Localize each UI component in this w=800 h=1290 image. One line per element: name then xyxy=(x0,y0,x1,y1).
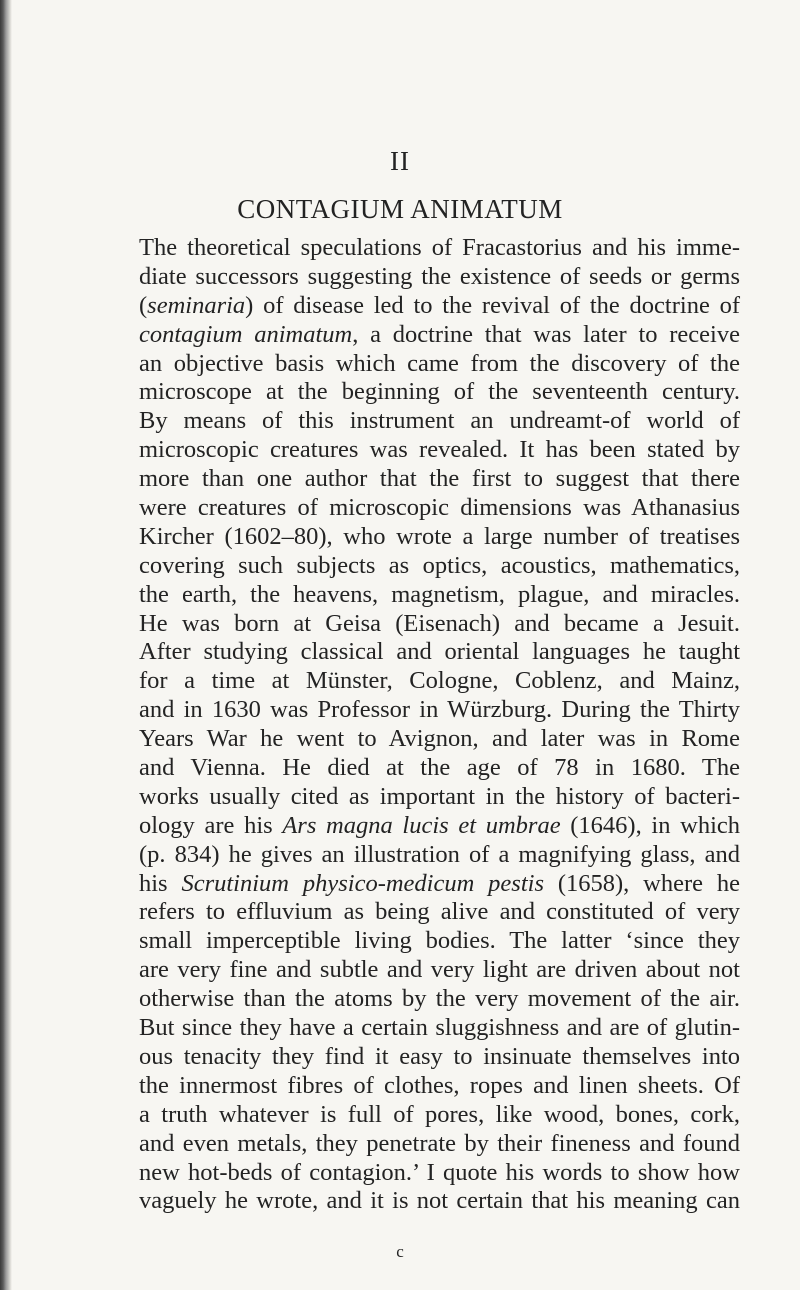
body-text xyxy=(139,234,740,1216)
text-line: are very fine and subtle and very light are driven about not xyxy=(139,956,740,984)
text-line: and in 1630 was Professor in Würzburg. During the Thirty xyxy=(139,696,740,724)
text-line: otherwise than the atoms by the very movement of the air. xyxy=(139,985,740,1013)
text-line: small imperceptible living bodies. The latter ‘since they xyxy=(139,927,740,955)
text-line: ous tenacity they find it easy to insinuate themselves into xyxy=(139,1042,740,1070)
text-line: By means of this instrument an undreamt-of world of xyxy=(139,407,740,435)
text-line: vaguely he wrote, and it is not certain that his meaning can xyxy=(139,1187,740,1215)
chapter-number: II xyxy=(390,146,410,176)
text-line: his Scrutinium physico-medicum pestis (1658), where he xyxy=(139,869,741,897)
text-line: a truth whatever is full of pores, like wood, bones, cork, xyxy=(139,1100,740,1128)
text-line: an objective basis which came from the discovery of the xyxy=(139,349,740,377)
text-line: and Vienna. He died at the age of 78 in 1680. The xyxy=(139,754,740,782)
text-line: Kircher (1602–80), who wrote a large number of treatises xyxy=(139,522,740,550)
text-line: more than one author that the first to suggest that there xyxy=(139,465,740,493)
text-line: ology are his Ars magna lucis et umbrae (1646), in which xyxy=(139,811,740,839)
text-line: microscope at the beginning of the seventeenth century. xyxy=(139,378,740,406)
text-line: (p. 834) he gives an illustration of a magnifying glass, and xyxy=(139,840,740,868)
text-line: works usually cited as important in the history of bacteri- xyxy=(139,782,740,810)
text-line: contagium animatum, a doctrine that was later to receive xyxy=(139,320,740,348)
signature-mark: c xyxy=(396,1242,404,1261)
text-line: But since they have a certain sluggishness and are of glutin- xyxy=(139,1014,740,1042)
text-line: were creatures of microscopic dimensions was Athanasius xyxy=(139,494,740,522)
text-line: He was born at Geisa (Eisenach) and became a Jesuit. xyxy=(139,609,740,637)
chapter-title: CONTAGIUM ANIMATUM xyxy=(237,194,563,224)
text-line: The theoretical speculations of Fracastorius and his imme- xyxy=(139,234,740,261)
text-line: After studying classical and oriental languages he taught xyxy=(139,638,740,666)
text-line: refers to effluvium as being alive and constituted of very xyxy=(139,898,740,926)
text-line: covering such subjects as optics, acoustics, mathematics, xyxy=(139,551,740,579)
text-line: diate successors suggesting the existence of seeds or germs xyxy=(139,262,740,290)
text-line: for a time at Münster, Cologne, Coblenz, and Mainz, xyxy=(139,667,740,695)
text-line: (seminaria) of disease led to the revival of the doctrine of xyxy=(139,291,740,319)
text-line: the innermost fibres of clothes, ropes and linen sheets. Of xyxy=(139,1071,740,1099)
text-line: new hot-beds of contagion.’ I quote his words to show how xyxy=(139,1158,740,1186)
text-line: and even metals, they penetrate by their fineness and found xyxy=(139,1129,740,1157)
text-line: microscopic creatures was revealed. It has been stated by xyxy=(139,436,740,464)
text-line: the earth, the heavens, magnetism, plague, and miracles. xyxy=(139,580,740,608)
text-line: Years War he went to Avignon, and later was in Rome xyxy=(139,725,740,753)
